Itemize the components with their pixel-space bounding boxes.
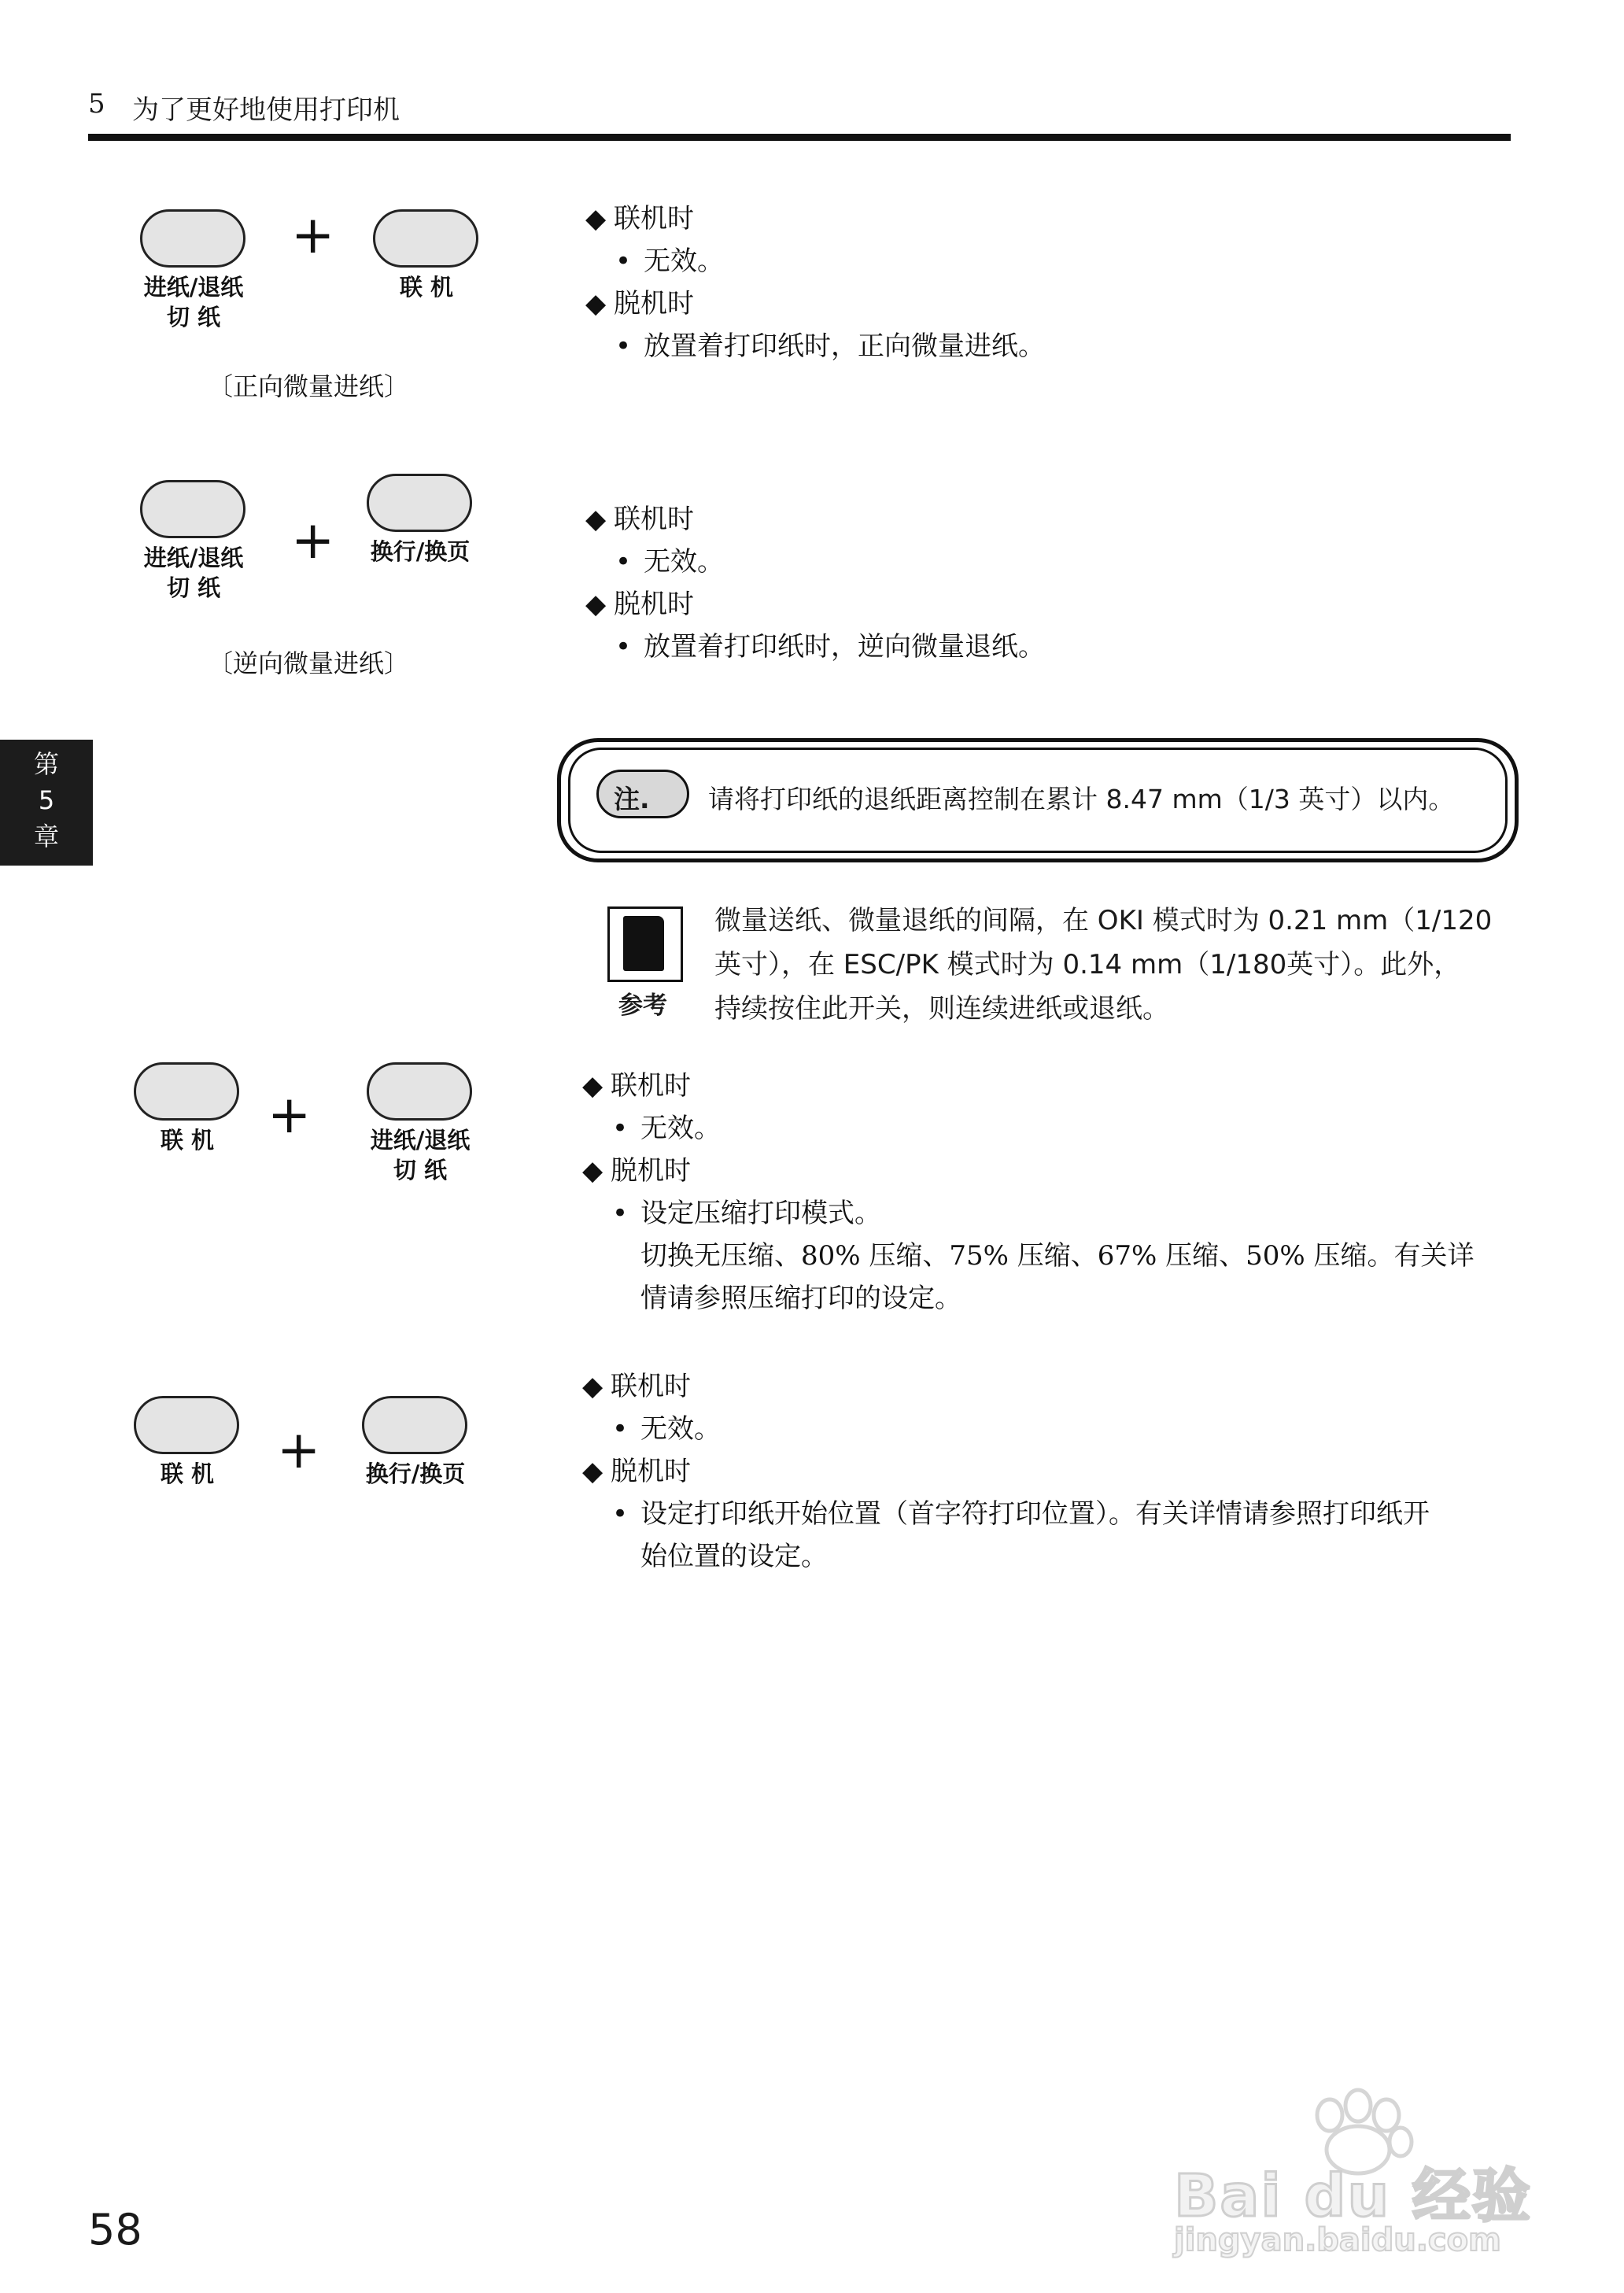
- plus-icon: +: [277, 1420, 321, 1480]
- chapter-tab: [0, 740, 93, 866]
- online-key-icon: [373, 209, 478, 268]
- text-line: • 无效。: [615, 546, 724, 578]
- text-line: ◆ 脱机时: [582, 1155, 691, 1187]
- function-caption: 〔正向微量进纸〕: [208, 371, 410, 401]
- text-line: ◆ 脱机时: [585, 288, 694, 319]
- text-line: • 设定压缩打印模式。: [612, 1198, 881, 1229]
- note-text: 请将打印纸的退纸距离控制在累计 8.47 mm（1/3 英寸）以内。: [708, 784, 1455, 814]
- text-line: ◆ 脱机时: [585, 589, 694, 620]
- header-rule: [88, 134, 1511, 141]
- reference-book-shape: [623, 916, 664, 971]
- text-line: • 放置着打印纸时，正向微量进纸。: [615, 330, 1045, 362]
- text-line: • 放置着打印纸时，逆向微量退纸。: [615, 631, 1045, 663]
- text-line: • 无效。: [612, 1113, 721, 1144]
- text-line: 始位置的设定。: [640, 1541, 828, 1572]
- linefeed-formfeed-key-icon: [367, 474, 472, 532]
- reference-text-line: 微量送纸、微量退纸的间隔，在 OKI 模式时为 0.21 mm（1/120: [714, 905, 1493, 936]
- feed-eject-key-icon: [140, 209, 245, 268]
- text-line: ◆ 联机时: [585, 203, 694, 234]
- plus-icon: +: [268, 1084, 312, 1145]
- plus-icon: +: [291, 205, 335, 265]
- reference-label: 参考: [618, 991, 667, 1020]
- chapter-tab-line1: 第: [33, 749, 59, 779]
- text-line: 切换无压缩、80% 压缩、75% 压缩、67% 压缩、50% 压缩。有关详: [640, 1240, 1475, 1272]
- watermark-url: jingyan.baidu.com: [1174, 2222, 1501, 2258]
- reference-text-line: 英寸），在 ESC/PK 模式时为 0.14 mm（1/180英寸）。此外，: [714, 949, 1461, 980]
- chapter-tab-line2: 5: [38, 785, 55, 815]
- online-key-icon: [134, 1062, 239, 1121]
- text-line: ◆ 联机时: [585, 504, 694, 535]
- text-line: ◆ 脱机时: [582, 1456, 691, 1487]
- text-line: ◆ 联机时: [582, 1070, 691, 1102]
- chapter-title: 为了更好地使用打印机: [132, 94, 400, 126]
- key-label-left: 进纸/退纸 切 纸: [143, 274, 244, 330]
- linefeed-formfeed-key-icon: [362, 1396, 467, 1454]
- key-label-right: 进纸/退纸 切 纸: [370, 1127, 471, 1183]
- feed-eject-key-icon: [140, 480, 245, 538]
- key-label-right: 换行/换页: [365, 1460, 466, 1487]
- baidu-watermark: [1164, 2077, 1574, 2262]
- online-key-icon: [134, 1396, 239, 1454]
- chapter-number: 5: [88, 88, 105, 120]
- text-line: 情请参照压缩打印的设定。: [640, 1283, 961, 1314]
- function-caption: 〔逆向微量进纸〕: [208, 648, 410, 678]
- text-line: ◆ 联机时: [582, 1371, 691, 1402]
- feed-eject-key-icon: [367, 1062, 472, 1121]
- note-badge-label: 注.: [614, 784, 650, 814]
- watermark-brand: Bai du 经验: [1174, 2162, 1532, 2230]
- plus-icon: +: [291, 510, 335, 570]
- text-line: • 无效。: [615, 246, 724, 277]
- key-label-right: 联 机: [399, 274, 454, 301]
- chapter-tab-line3: 章: [33, 822, 59, 851]
- text-line: • 设定打印纸开始位置（首字符打印位置）。有关详情请参照打印纸开: [612, 1498, 1430, 1530]
- key-label-right: 换行/换页: [370, 538, 471, 565]
- page-number: 58: [88, 2205, 142, 2254]
- text-line: • 无效。: [612, 1413, 721, 1445]
- key-label-left: 进纸/退纸 切 纸: [143, 545, 244, 601]
- key-label-left: 联 机: [160, 1460, 215, 1487]
- key-label-left: 联 机: [160, 1127, 215, 1154]
- reference-text-line: 持续按住此开关，则连续进纸或退纸。: [714, 993, 1169, 1025]
